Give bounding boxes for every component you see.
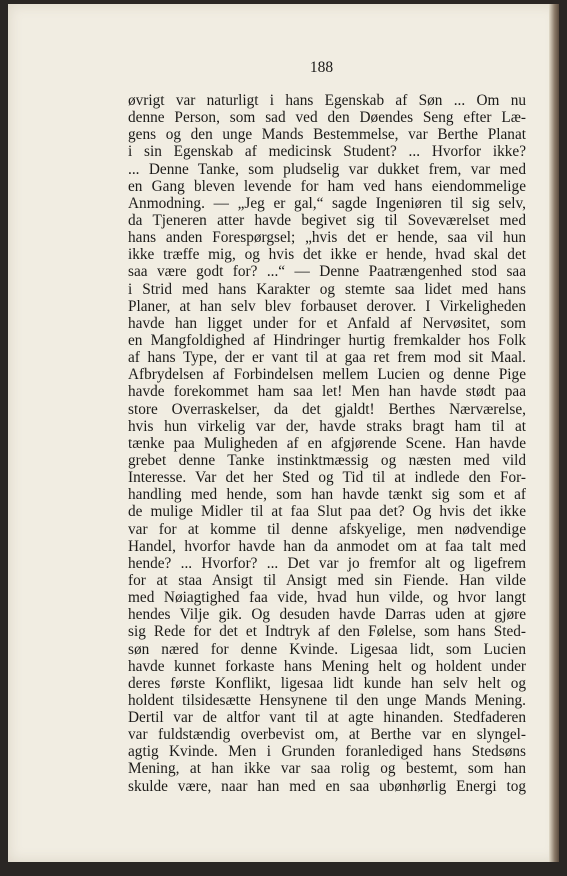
text-line: gens og den unge Mands Bestemmelse, var Berthe Planat xyxy=(128,126,526,144)
text-line: agtig Kvinde. Men i Grunden foranlediged hans Stedsøns xyxy=(128,743,526,761)
text-line: havde kunnet forkaste hans Mening helt og holdent under xyxy=(128,657,526,675)
body-text xyxy=(128,92,526,795)
text-line: hendes Vilje gik. Og desuden havde Darras uden at gjøre xyxy=(128,606,526,624)
text-line: en Gang bleven levende for ham ved hans eiendommelige xyxy=(128,177,526,195)
text-line: øvrigt var naturligt i hans Egenskab af Søn ... Om nu xyxy=(128,92,526,109)
text-line: tænke paa Muligheden af en afgjørende Scene. Han havde xyxy=(128,434,526,452)
text-line: skulde være, naar han med en saa ubønhørlig Energi tog xyxy=(128,777,526,795)
text-line: handling med hende, som han havde tænkt sig som et af xyxy=(128,486,526,504)
text-line: Anmodning. — „Jeg er gal,“ sagde Ingeniøren til sig selv, xyxy=(128,194,526,212)
text-line: for at staa Ansigt til Ansigt med sin Fiende. Han vilde xyxy=(128,571,526,589)
text-line: havde forekommet ham saa let! Men han havde stødt paa xyxy=(128,383,526,401)
text-line: deres første Konflikt, ligesaa lidt kunde han selv helt og xyxy=(128,674,526,692)
text-line: saa være godt for? ...“ — Denne Paatrængenhed stod saa xyxy=(128,263,526,281)
text-line: Mening, at han ikke var saa rolig og bestemt, som han xyxy=(128,760,526,778)
text-line: Planer, at han selv blev forbauset derover. I Virkeligheden xyxy=(128,297,526,315)
text-line: store Overraskelser, da det gjaldt! Berthes Nærværelse, xyxy=(128,400,526,418)
text-line: hans anden Forespørgsel; „hvis det er hende, saa vil hun xyxy=(128,229,526,247)
text-line: de mulige Midler til at faa Slut paa det? Og hvis det ikke xyxy=(128,503,526,521)
text-line: hvis hun virkelig var der, havde straks bragt ham til at xyxy=(128,417,526,435)
text-line: ... Denne Tanke, som pludselig var dukket frem, var med xyxy=(128,160,526,178)
text-line: af hans Type, der er vant til at gaa ret frem mod sit Maal. xyxy=(128,349,526,367)
text-line: Afbrydelsen af Forbindelsen mellem Lucien og denne Pige xyxy=(128,366,526,384)
text-line: i sin Egenskab af medicinsk Student? ... Hvorfor ikke? xyxy=(128,143,526,161)
text-line: med Nøiagtighed faa vide, hvad hun vilde, og hvor langt xyxy=(128,589,526,607)
book-binding-edge xyxy=(549,4,559,862)
text-line: ikke træffe mig, og hvis det ikke er hende, hvad skal det xyxy=(128,246,526,264)
text-line: sig Rede for det et Indtryk af den Følelse, som hans Sted- xyxy=(128,623,526,641)
text-line: Dertil var de altfor vant til at agte hinanden. Stedfaderen xyxy=(128,709,526,727)
page-number: 188 xyxy=(309,59,334,76)
text-line: grebet denne Tanke instinktmæssig og næsten med vild xyxy=(128,451,526,469)
text-line: en Mangfoldighed af Hindringer hurtig fremkalder hos Folk xyxy=(128,331,526,349)
text-line: Handel, hvorfor havde han da anmodet om at faa talt med xyxy=(128,537,526,555)
text-line: søn næred for denne Kvinde. Ligesaa lidt, som Lucien xyxy=(128,640,526,658)
text-line: var for at komme til denne afskyelige, men nødvendige xyxy=(128,520,526,538)
text-line: havde han ligget under for et Anfald af Nervøsitet, som xyxy=(128,314,526,332)
text-line: denne Person, som sad ved den Døendes Seng efter Læ- xyxy=(128,109,526,127)
text-line: hende? ... Hvorfor? ... Det var jo fremfor alt og ligefrem xyxy=(128,554,526,572)
text-line: var fuldstændig overbevist om, at Berthe var en slyngel- xyxy=(128,726,526,744)
text-line: i Strid med hans Karakter og stemte saa lidet med hans xyxy=(128,280,526,298)
text-line: da Tjeneren atter havde begivet sig til Soveværelset med xyxy=(128,211,526,229)
text-line: Interesse. Var det her Sted og Tid til at indlede den For- xyxy=(128,469,526,487)
text-line: holdent tilsidesætte Hensynene til den unge Mands Mening. xyxy=(128,691,526,709)
